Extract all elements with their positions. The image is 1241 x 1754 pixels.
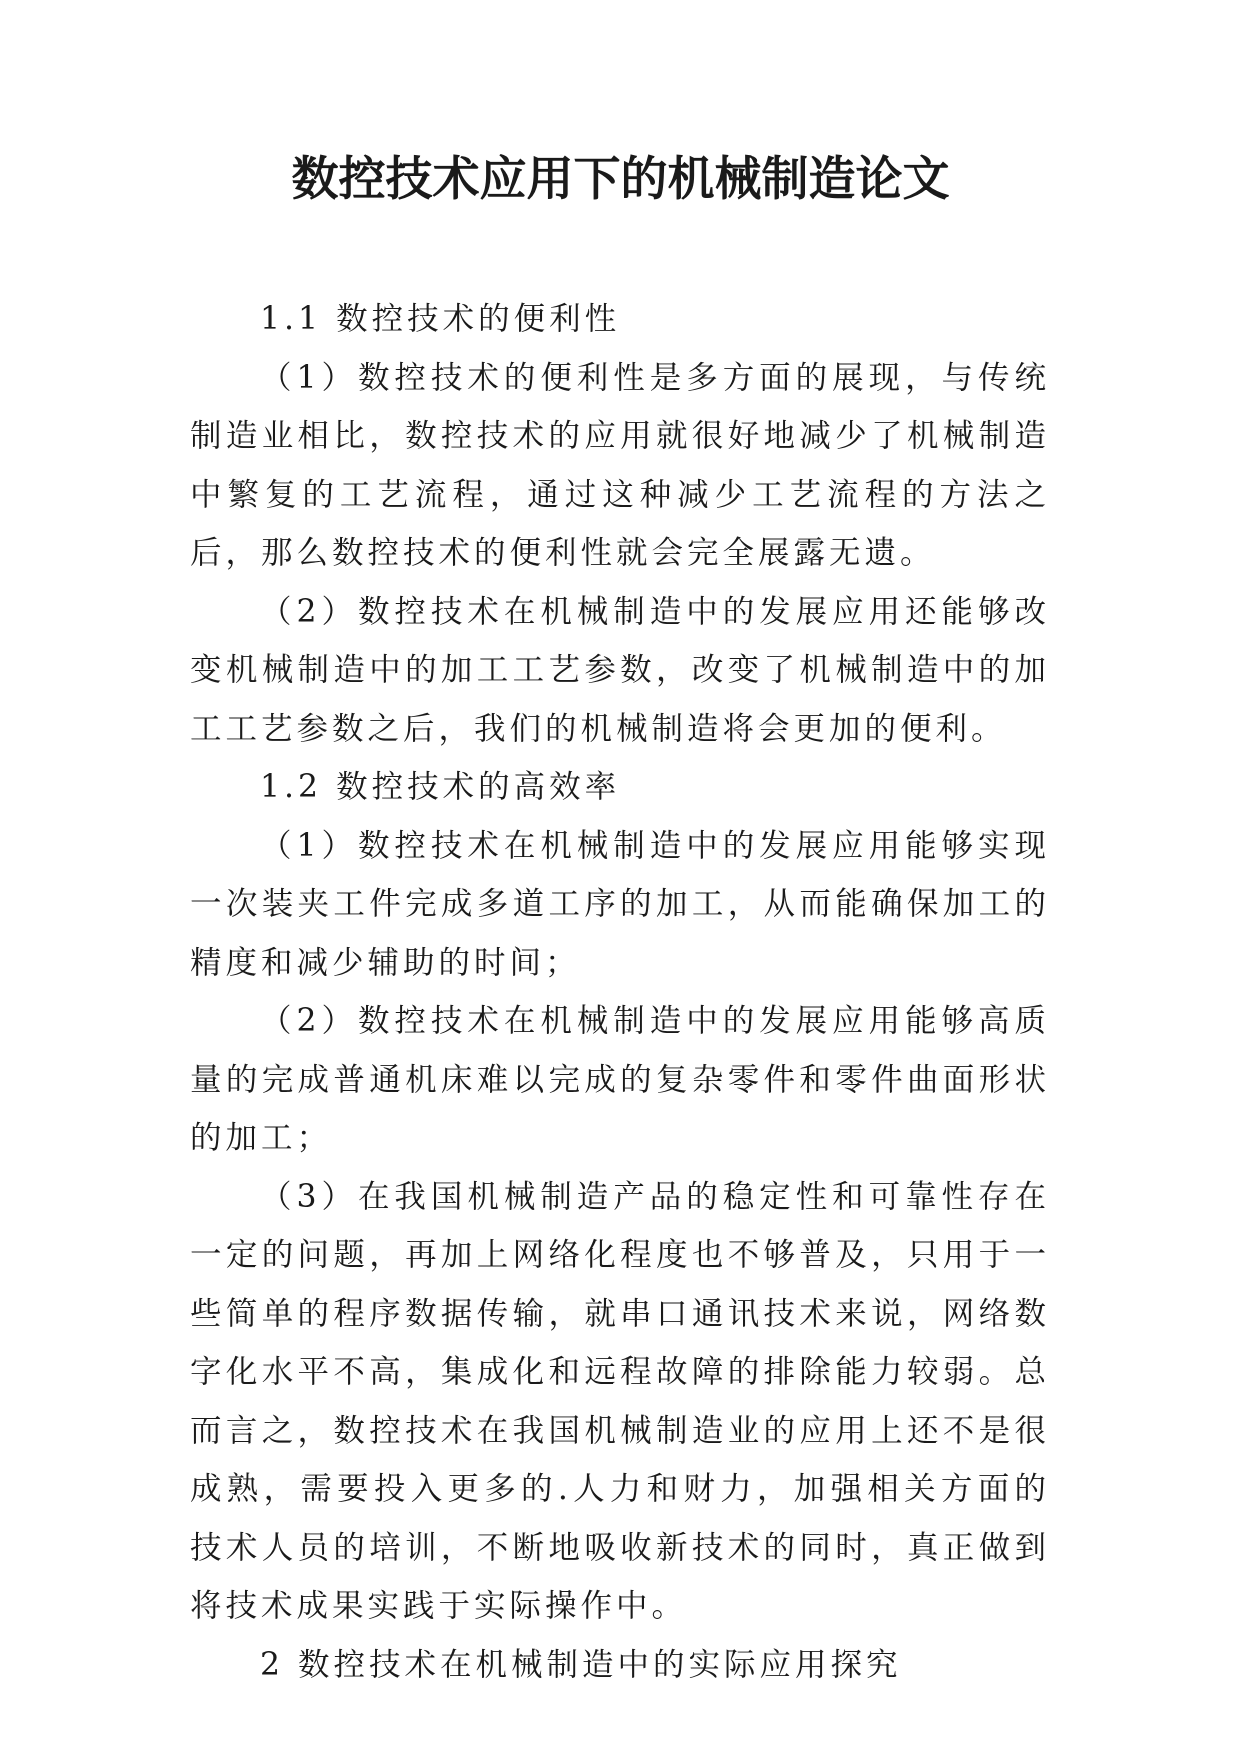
section-heading-2: 2 数控技术在机械制造中的实际应用探究 <box>260 1646 902 1683</box>
document-title: 数控技术应用下的机械制造论文 <box>291 152 950 207</box>
paragraph: （2）数控技术在机械制造中的发展应用还能够改变机械制造中的加工工艺参数，改变了机械制造中的加工工艺参数之后，我们的机械制造将会更加的便利。 <box>190 593 1050 747</box>
paragraph: （1）数控技术在机械制造中的发展应用能够实现一次装夹工件完成多道工序的加工，从而能确保加工的精度和减少辅助的时间； <box>190 827 1050 981</box>
section-heading-1-2: 1.2 数控技术的高效率 <box>260 769 621 805</box>
section-heading-1-1: 1.1 数控技术的便利性 <box>260 301 621 337</box>
paragraph: （1）数控技术的便利性是多方面的展现，与传统制造业相比，数控技术的应用就很好地减少了机械制造中繁复的工艺流程，通过这种减少工艺流程的方法之后，那么数控技术的便利性就会完全展露无遗。 <box>190 359 1050 571</box>
paragraph: （3）在我国机械制造产品的稳定性和可靠性存在一定的问题，再加上网络化程度也不够普及，只用于一些简单的程序数据传输，就串口通讯技术来说，网络数字化水平不高，集成化和远程故障的排除能力较弱。总而言之，数控技术在我国机械制造业的应用上还不是很成熟，需要投入更多的.人力和财力，加强相关方面的技术人员的培训，不断地吸收新技术的同时，真正做到将技术成果实践于实际操作中。 <box>190 1178 1050 1624</box>
document-body <box>190 290 1050 1694</box>
paragraph: （2）数控技术在机械制造中的发展应用能够高质量的完成普通机床难以完成的复杂零件和零件曲面形状的加工； <box>190 1003 1050 1156</box>
